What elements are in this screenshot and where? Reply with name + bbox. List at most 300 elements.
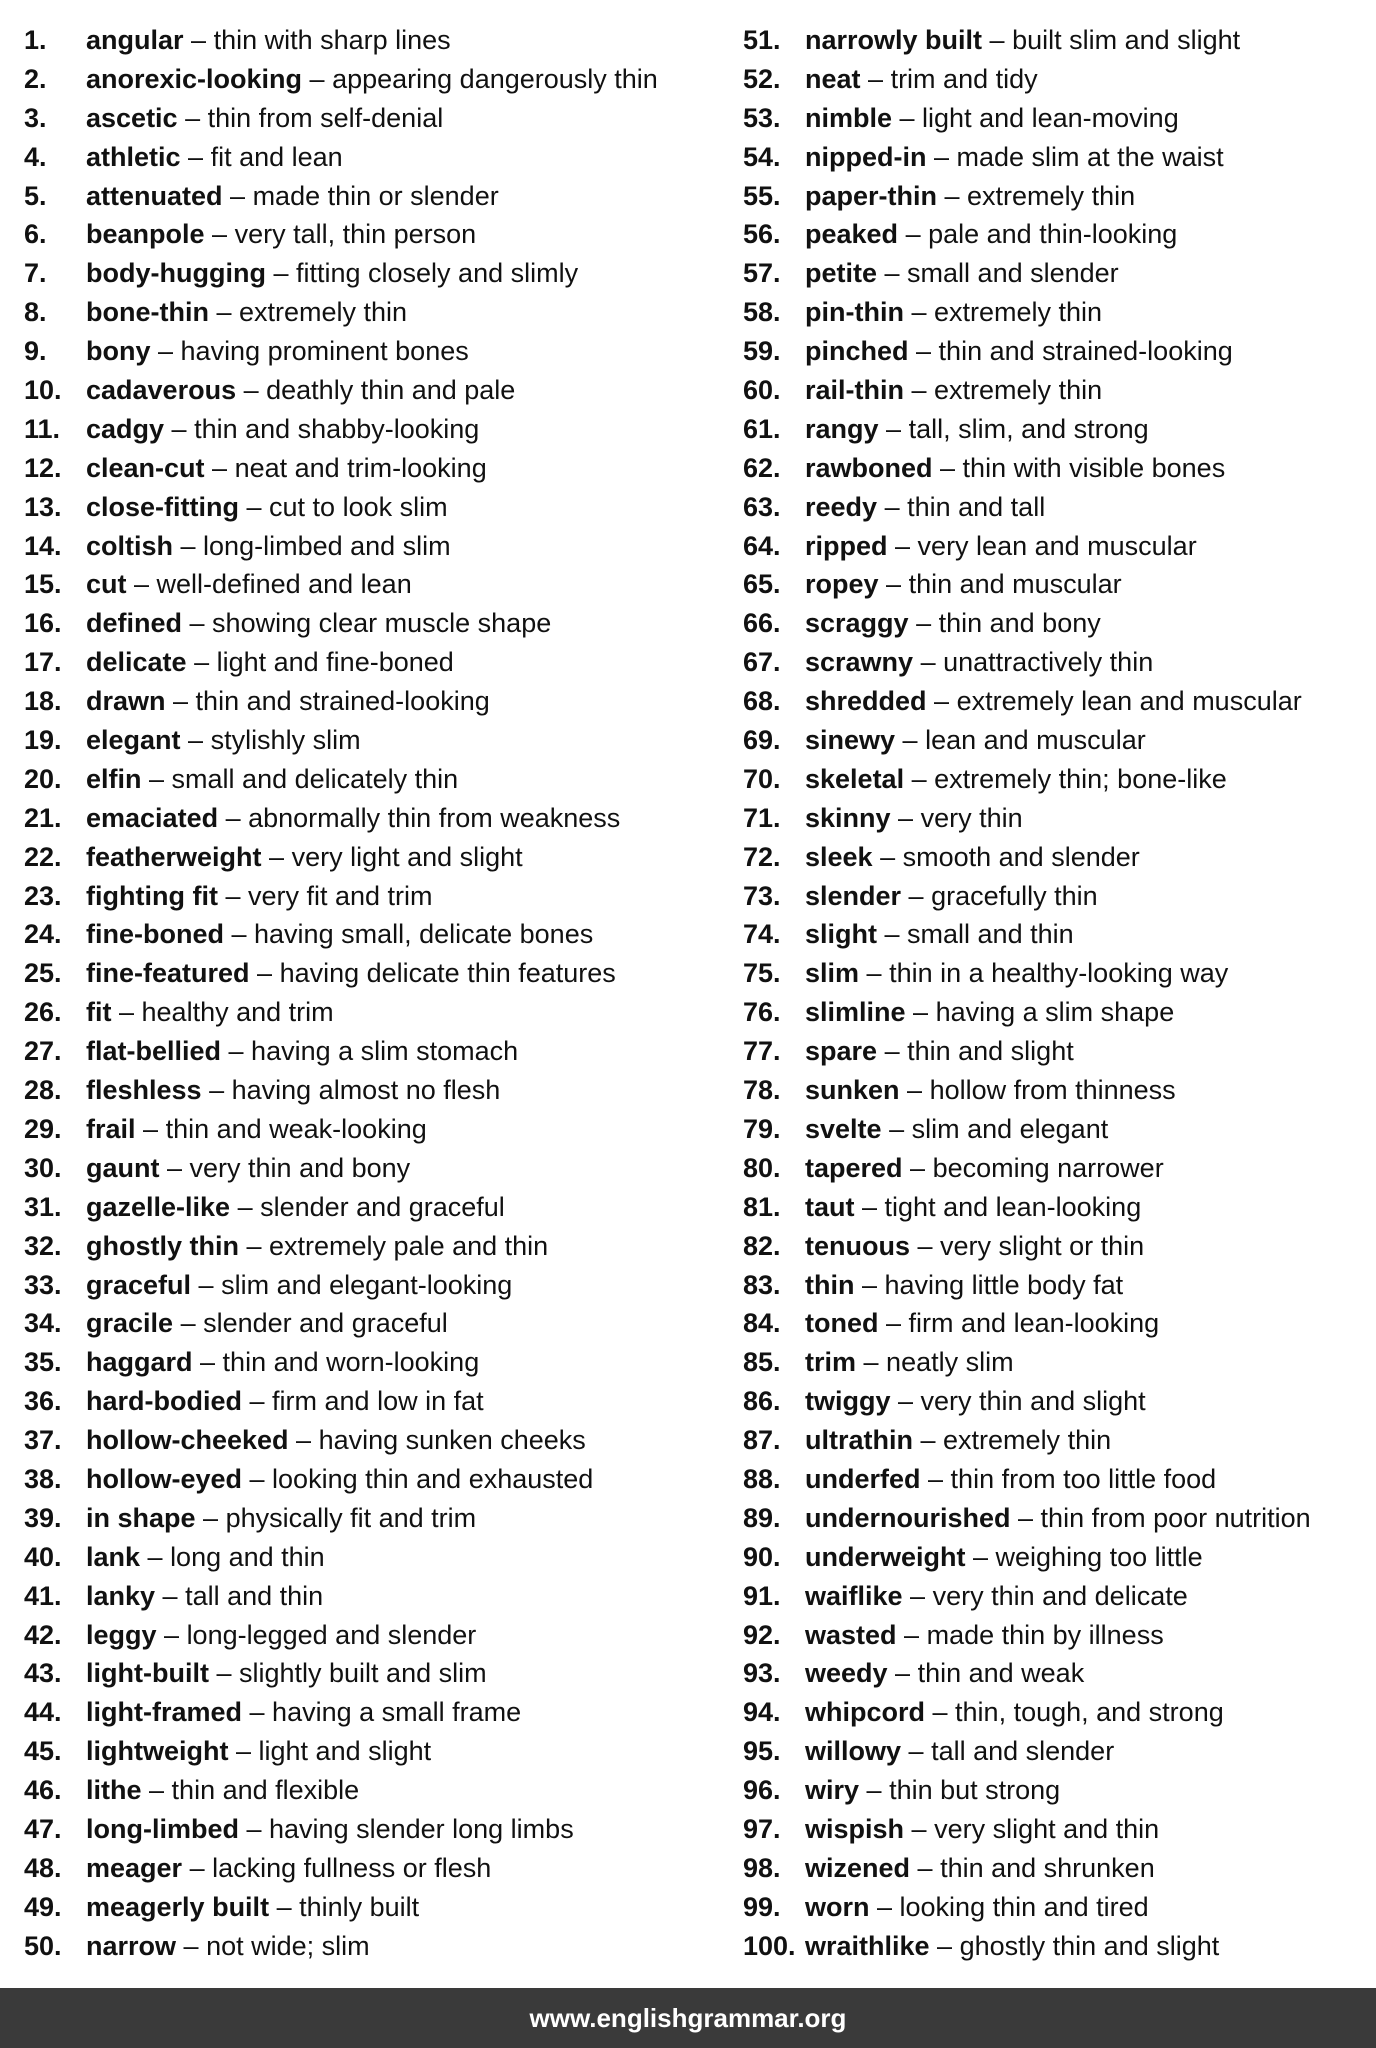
- item-definition: extremely thin: [934, 375, 1103, 406]
- item-number: 16.: [24, 608, 62, 639]
- item-separator: –: [111, 997, 142, 1028]
- item-definition: extremely lean and muscular: [956, 686, 1302, 717]
- item-definition: tall and thin: [185, 1580, 324, 1611]
- item-word: wispish: [805, 1813, 905, 1844]
- item-word: delicate: [86, 647, 187, 678]
- item-separator: –: [164, 413, 195, 444]
- item-definition: thin and muscular: [908, 569, 1122, 600]
- item-separator: –: [141, 1775, 172, 1806]
- item-definition: thin and worn-looking: [222, 1347, 480, 1378]
- item-definition: extremely pale and thin: [269, 1230, 549, 1261]
- item-definition: light and fine-boned: [216, 647, 454, 678]
- item-word: hard-bodied: [86, 1386, 242, 1417]
- item-definition: neatly slim: [886, 1347, 1014, 1378]
- item-definition: looking thin and tired: [899, 1891, 1149, 1922]
- item-separator: –: [877, 919, 908, 950]
- item-separator: –: [929, 1930, 960, 1961]
- item-separator: –: [854, 1191, 885, 1222]
- item-number: 24.: [24, 919, 62, 950]
- list-item: [24, 215, 714, 254]
- item-word: light-built: [86, 1658, 209, 1689]
- item-word: underfed: [805, 1463, 921, 1494]
- item-definition: slightly built and slim: [238, 1658, 487, 1689]
- item-word: taut: [805, 1191, 855, 1222]
- list-item: [743, 410, 1376, 449]
- list-item: [24, 1110, 714, 1149]
- list-item: [24, 1693, 714, 1732]
- item-separator: –: [238, 1230, 270, 1261]
- item-word: fleshless: [86, 1075, 202, 1106]
- list-item: [743, 1149, 1376, 1188]
- item-definition: very thin and slight: [920, 1386, 1146, 1417]
- item-word: defined: [86, 608, 183, 639]
- list-item: [743, 799, 1376, 838]
- list-item: [24, 1616, 714, 1655]
- item-word: toned: [805, 1308, 879, 1339]
- item-definition: thin and tall: [907, 491, 1046, 522]
- item-word: twiggy: [805, 1386, 891, 1417]
- item-word: body-hugging: [86, 258, 266, 289]
- list-item: [743, 1616, 1376, 1655]
- item-definition: thin with visible bones: [962, 452, 1226, 483]
- item-separator: –: [904, 1813, 935, 1844]
- item-number: 76.: [743, 997, 781, 1028]
- item-separator: –: [902, 1152, 933, 1183]
- item-separator: –: [872, 841, 903, 872]
- item-definition: extremely thin: [967, 180, 1136, 211]
- item-number: 33.: [24, 1269, 62, 1300]
- item-number: 48.: [24, 1852, 62, 1883]
- item-definition: built slim and slight: [1012, 25, 1241, 55]
- item-definition: having a slim stomach: [251, 1036, 519, 1067]
- list-item: [24, 1849, 714, 1888]
- list-item: [24, 643, 714, 682]
- item-number: 78.: [743, 1075, 781, 1106]
- item-definition: long-legged and slender: [186, 1619, 477, 1650]
- list-item: [743, 449, 1376, 488]
- item-word: svelte: [805, 1113, 882, 1144]
- item-definition: extremely thin; bone-like: [934, 763, 1227, 794]
- item-definition: thin with sharp lines: [213, 25, 451, 55]
- item-definition: abnormally thin from weakness: [248, 802, 621, 833]
- item-definition: thin from poor nutrition: [1040, 1502, 1311, 1533]
- list-item: [24, 1577, 714, 1616]
- list-item: [24, 99, 714, 138]
- item-number: 20.: [24, 763, 62, 794]
- item-separator: –: [881, 1113, 912, 1144]
- item-number: 51.: [743, 25, 781, 55]
- item-separator: –: [913, 647, 944, 678]
- list-item: [743, 877, 1376, 916]
- item-number: 93.: [743, 1658, 781, 1689]
- item-separator: –: [302, 63, 333, 94]
- left-column: [24, 21, 714, 1966]
- item-number: 79.: [743, 1113, 781, 1144]
- item-separator: –: [901, 1736, 932, 1767]
- item-number: 52.: [743, 63, 781, 94]
- item-number: 90.: [743, 1541, 781, 1572]
- list-item: [24, 799, 714, 838]
- list-item: [743, 643, 1376, 682]
- item-word: sinewy: [805, 725, 896, 756]
- item-definition: tall, slim, and strong: [908, 413, 1149, 444]
- item-word: elfin: [86, 763, 142, 794]
- list-item: [24, 1460, 714, 1499]
- list-item: [24, 177, 714, 216]
- item-separator: –: [221, 1036, 252, 1067]
- list-item: [24, 293, 714, 332]
- list-item: [24, 1654, 714, 1693]
- item-word: gracile: [86, 1308, 174, 1339]
- item-definition: deathly thin and pale: [266, 375, 516, 406]
- list-item: [743, 1771, 1376, 1810]
- item-number: 49.: [24, 1891, 62, 1922]
- item-definition: very lean and muscular: [917, 530, 1197, 561]
- list-item: [743, 1343, 1376, 1382]
- item-word: meagerly built: [86, 1891, 270, 1922]
- item-number: 85.: [743, 1347, 781, 1378]
- list-item: [24, 1382, 714, 1421]
- list-item: [743, 1071, 1376, 1110]
- item-word: weedy: [805, 1658, 888, 1689]
- item-word: coltish: [86, 530, 174, 561]
- item-definition: firm and low in fat: [272, 1386, 484, 1417]
- item-separator: –: [926, 686, 957, 717]
- list-item: [24, 760, 714, 799]
- item-number: 64.: [743, 530, 781, 561]
- item-number: 18.: [24, 686, 62, 717]
- list-item: [24, 993, 714, 1032]
- item-definition: showing clear muscle shape: [212, 608, 552, 639]
- list-item: [24, 1771, 714, 1810]
- list-item: [743, 1382, 1376, 1421]
- item-separator: –: [236, 375, 267, 406]
- item-definition: having slender long limbs: [269, 1813, 574, 1844]
- footer-url[interactable]: www.englishgrammar.org: [529, 2003, 847, 2033]
- item-word: slight: [805, 919, 877, 950]
- item-number: 80.: [743, 1152, 781, 1183]
- list-item: [743, 1110, 1376, 1149]
- list-item: [743, 954, 1376, 993]
- list-item: [24, 1732, 714, 1771]
- item-number: 34.: [24, 1308, 62, 1339]
- item-definition: thinly built: [299, 1891, 420, 1922]
- item-number: 81.: [743, 1191, 781, 1222]
- list-item: [24, 449, 714, 488]
- list-item: [24, 1343, 714, 1382]
- item-separator: –: [201, 1075, 232, 1106]
- item-definition: not wide; slim: [206, 1930, 370, 1961]
- item-definition: slim and elegant-looking: [221, 1269, 513, 1300]
- item-number: 32.: [24, 1230, 62, 1261]
- item-definition: made thin by illness: [926, 1619, 1164, 1650]
- item-word: attenuated: [86, 180, 223, 211]
- list-item: [743, 993, 1376, 1032]
- item-word: wraithlike: [805, 1930, 930, 1961]
- item-number: 62.: [743, 452, 781, 483]
- item-word: cut: [86, 569, 127, 600]
- item-separator: –: [869, 1891, 900, 1922]
- item-definition: very fit and trim: [247, 880, 433, 911]
- item-number: 95.: [743, 1736, 781, 1767]
- item-definition: having almost no flesh: [231, 1075, 501, 1106]
- item-definition: cut to look slim: [269, 491, 448, 522]
- item-separator: –: [895, 725, 926, 756]
- item-number: 27.: [24, 1036, 62, 1067]
- item-number: 55.: [743, 180, 781, 211]
- item-definition: having a slim shape: [935, 997, 1175, 1028]
- item-number: 40.: [24, 1541, 62, 1572]
- item-separator: –: [878, 1308, 909, 1339]
- item-word: pin-thin: [805, 297, 904, 328]
- item-number: 75.: [743, 958, 781, 989]
- item-definition: unattractively thin: [943, 647, 1154, 678]
- item-definition: very thin and delicate: [932, 1580, 1188, 1611]
- item-number: 84.: [743, 1308, 781, 1339]
- item-separator: –: [892, 102, 923, 133]
- item-definition: thin and slight: [907, 1036, 1074, 1067]
- item-separator: –: [249, 958, 280, 989]
- item-separator: –: [183, 25, 214, 55]
- item-separator: –: [982, 25, 1013, 55]
- item-separator: –: [908, 608, 939, 639]
- list-item: [24, 1188, 714, 1227]
- item-number: 74.: [743, 919, 781, 950]
- item-definition: very light and slight: [291, 841, 523, 872]
- item-separator: –: [242, 1386, 273, 1417]
- item-separator: –: [176, 1930, 207, 1961]
- item-separator: –: [854, 1269, 885, 1300]
- item-number: 65.: [743, 569, 781, 600]
- list-item: [743, 1654, 1376, 1693]
- item-separator: –: [877, 258, 908, 289]
- item-separator: –: [905, 997, 936, 1028]
- item-definition: small and thin: [907, 919, 1074, 950]
- item-definition: thin and strained-looking: [938, 336, 1233, 367]
- list-item: [743, 1266, 1376, 1305]
- item-separator: –: [903, 297, 934, 328]
- list-item: [743, 1188, 1376, 1227]
- item-definition: physically fit and trim: [225, 1502, 477, 1533]
- item-number: 54.: [743, 141, 781, 172]
- item-word: fine-featured: [86, 958, 250, 989]
- item-number: 88.: [743, 1463, 781, 1494]
- item-word: wasted: [805, 1619, 897, 1650]
- item-separator: –: [186, 647, 217, 678]
- item-separator: –: [910, 1230, 941, 1261]
- item-number: 29.: [24, 1113, 62, 1144]
- list-item: [743, 1693, 1376, 1732]
- item-definition: light and slight: [258, 1736, 432, 1767]
- item-separator: –: [1010, 1502, 1041, 1533]
- item-number: 17.: [24, 647, 62, 678]
- item-number: 36.: [24, 1386, 62, 1417]
- item-word: leggy: [86, 1619, 157, 1650]
- list-item: [743, 332, 1376, 371]
- item-word: flat-bellied: [86, 1036, 222, 1067]
- item-separator: –: [860, 63, 891, 94]
- list-item: [743, 99, 1376, 138]
- item-separator: –: [150, 336, 181, 367]
- list-item: [24, 527, 714, 566]
- item-definition: slender and graceful: [260, 1191, 505, 1222]
- item-word: fit: [86, 997, 112, 1028]
- list-item: [743, 60, 1376, 99]
- item-number: 42.: [24, 1619, 62, 1650]
- site-footer: [0, 1988, 1376, 2048]
- item-definition: having prominent bones: [180, 336, 469, 367]
- item-definition: made slim at the waist: [956, 141, 1224, 172]
- item-separator: –: [920, 1463, 951, 1494]
- item-definition: thin from self-denial: [207, 102, 444, 133]
- item-number: 56.: [743, 219, 781, 250]
- item-number: 23.: [24, 880, 62, 911]
- item-definition: having sunken cheeks: [318, 1425, 586, 1456]
- item-word: wiry: [805, 1775, 860, 1806]
- item-separator: –: [156, 1619, 187, 1650]
- item-word: slender: [805, 880, 902, 911]
- item-word: hollow-eyed: [86, 1463, 243, 1494]
- item-number: 58.: [743, 297, 781, 328]
- item-separator: –: [177, 102, 208, 133]
- item-word: in shape: [86, 1502, 196, 1533]
- item-word: whipcord: [805, 1697, 925, 1728]
- list-item: [24, 877, 714, 916]
- list-item: [743, 1421, 1376, 1460]
- item-word: rangy: [805, 413, 879, 444]
- item-separator: –: [239, 491, 270, 522]
- item-definition: healthy and trim: [141, 997, 334, 1028]
- item-separator: –: [217, 880, 248, 911]
- item-separator: –: [228, 1736, 259, 1767]
- list-item: [743, 215, 1376, 254]
- list-item: [24, 682, 714, 721]
- list-item: [743, 1538, 1376, 1577]
- item-word: elegant: [86, 725, 181, 756]
- item-separator: –: [288, 1425, 319, 1456]
- item-word: nimble: [805, 102, 893, 133]
- list-item: [743, 371, 1376, 410]
- item-number: 59.: [743, 336, 781, 367]
- list-item: [743, 721, 1376, 760]
- item-definition: ghostly thin and slight: [959, 1930, 1220, 1961]
- item-separator: –: [908, 336, 939, 367]
- item-definition: appearing dangerously thin: [332, 63, 658, 94]
- list-item: [24, 1888, 714, 1927]
- item-word: thin: [805, 1269, 855, 1300]
- list-item: [743, 682, 1376, 721]
- item-definition: weighing too little: [995, 1541, 1203, 1572]
- list-item: [743, 1460, 1376, 1499]
- item-number: 67.: [743, 647, 781, 678]
- item-word: ropey: [805, 569, 879, 600]
- list-item: [743, 838, 1376, 877]
- item-separator: –: [896, 1619, 927, 1650]
- item-definition: lacking fullness or flesh: [212, 1852, 492, 1883]
- list-item: [24, 1071, 714, 1110]
- item-word: skinny: [805, 802, 891, 833]
- list-item: [743, 138, 1376, 177]
- item-word: angular: [86, 25, 184, 55]
- item-separator: –: [192, 1347, 223, 1378]
- item-definition: long-limbed and slim: [203, 530, 451, 561]
- item-word: beanpole: [86, 219, 205, 250]
- item-separator: –: [159, 1152, 190, 1183]
- item-number: 99.: [743, 1891, 781, 1922]
- item-separator: –: [173, 530, 204, 561]
- item-number: 14.: [24, 530, 62, 561]
- item-definition: well-defined and lean: [156, 569, 412, 600]
- list-item: [24, 1149, 714, 1188]
- item-word: athletic: [86, 141, 181, 172]
- item-separator: –: [180, 141, 211, 172]
- item-separator: –: [856, 1347, 887, 1378]
- item-number: 73.: [743, 880, 781, 911]
- item-number: 60.: [743, 375, 781, 406]
- item-word: rawboned: [805, 452, 933, 483]
- item-separator: –: [230, 1191, 261, 1222]
- item-separator: –: [140, 1541, 171, 1572]
- list-item: [24, 138, 714, 177]
- item-number: 37.: [24, 1425, 62, 1456]
- list-item: [24, 1499, 714, 1538]
- item-number: 39.: [24, 1502, 62, 1533]
- item-word: gaunt: [86, 1152, 160, 1183]
- list-item: [24, 488, 714, 527]
- item-separator: –: [173, 1308, 204, 1339]
- list-item: [24, 410, 714, 449]
- item-definition: small and delicately thin: [171, 763, 459, 794]
- item-number: 66.: [743, 608, 781, 639]
- item-word: sunken: [805, 1075, 900, 1106]
- item-word: ascetic: [86, 102, 178, 133]
- right-column: [743, 21, 1376, 1966]
- item-number: 77.: [743, 1036, 781, 1067]
- item-word: pinched: [805, 336, 909, 367]
- list-item: [743, 1849, 1376, 1888]
- list-item: [24, 254, 714, 293]
- item-separator: –: [910, 1852, 941, 1883]
- item-definition: firm and lean-looking: [908, 1308, 1160, 1339]
- item-number: 15.: [24, 569, 62, 600]
- item-definition: very thin: [920, 802, 1023, 833]
- list-item: [24, 721, 714, 760]
- list-item: [743, 177, 1376, 216]
- item-definition: very tall, thin person: [234, 219, 477, 250]
- item-separator: –: [887, 1658, 918, 1689]
- item-number: 38.: [24, 1463, 62, 1494]
- item-definition: having a small frame: [272, 1697, 522, 1728]
- item-word: close-fitting: [86, 491, 239, 522]
- item-word: haggard: [86, 1347, 193, 1378]
- item-separator: –: [913, 1425, 944, 1456]
- item-number: 91.: [743, 1580, 781, 1611]
- item-separator: –: [898, 219, 929, 250]
- item-word: tapered: [805, 1152, 903, 1183]
- item-word: lightweight: [86, 1736, 229, 1767]
- item-separator: –: [195, 1502, 226, 1533]
- item-word: hollow-cheeked: [86, 1425, 289, 1456]
- item-definition: hollow from thinness: [929, 1075, 1176, 1106]
- item-definition: pale and thin-looking: [928, 219, 1178, 250]
- item-definition: thin and weak: [917, 1658, 1085, 1689]
- item-word: sleek: [805, 841, 873, 872]
- item-separator: –: [890, 802, 921, 833]
- item-number: 1.: [24, 25, 47, 55]
- item-definition: long and thin: [170, 1541, 325, 1572]
- item-word: featherweight: [86, 841, 262, 872]
- item-separator: –: [242, 1697, 273, 1728]
